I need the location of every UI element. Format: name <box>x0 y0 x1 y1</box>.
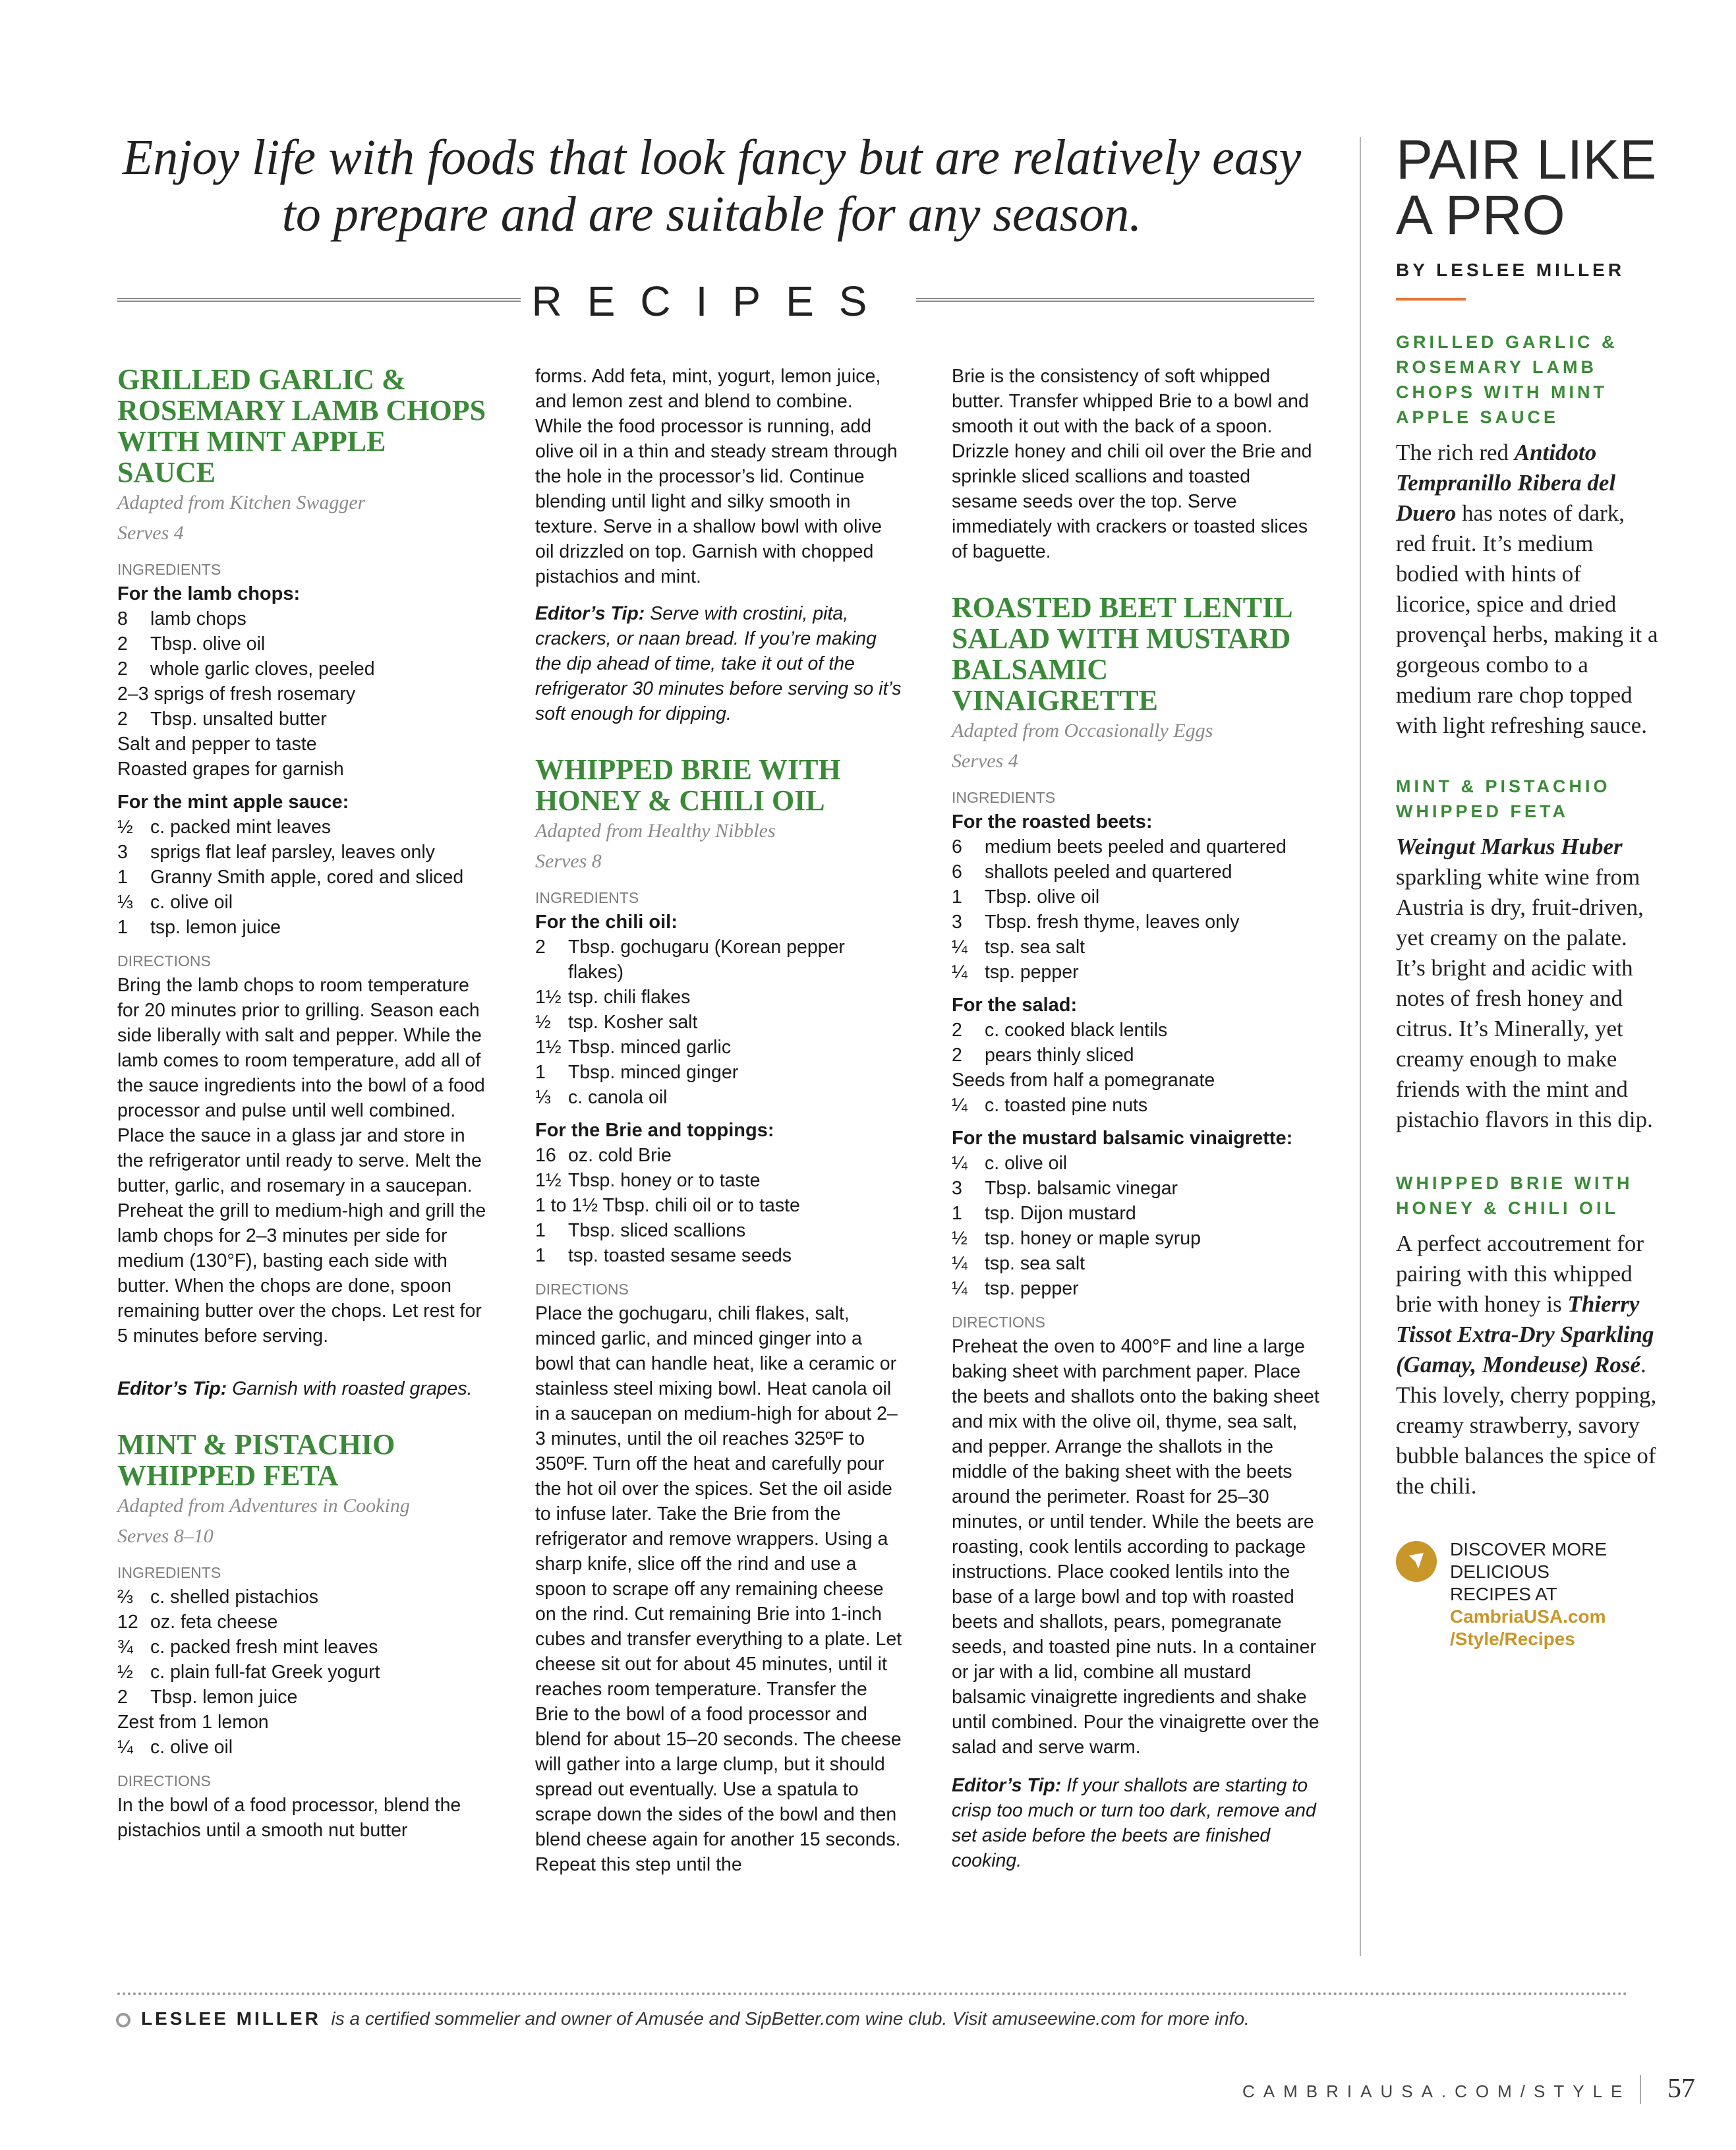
ingredient-text: tsp. honey or maple syrup <box>985 1228 1201 1249</box>
recipe-title: ROASTED BEET LENTIL SALAD WITH MUSTARD BALSAMIC VINAIGRETTE <box>952 591 1292 716</box>
ingredient-item <box>952 960 1321 985</box>
ingredient-group-title: For the chili oil: <box>535 912 678 933</box>
ingredient-item <box>952 1151 1321 1176</box>
ingredient-quantity: 16 <box>535 1145 556 1166</box>
ingredient-text: c. canola oil <box>568 1087 668 1108</box>
ingredient-group-title: For the mint apple sauce: <box>117 792 349 813</box>
ingredient-text: c. toasted pine nuts <box>985 1095 1148 1116</box>
directions-text: In the bowl of a food processor, blend the pistachios until a smooth nut butter <box>117 1795 461 1841</box>
ingredient-text: shallots peeled and quartered <box>985 861 1232 883</box>
pairing-text-body: has notes of dark, red fruit. It’s medium bodied with hints of licorice, spice and dried provençal herbs, making it a gorgeous combo to a medium rare chop topped with light refreshing sauce. <box>1396 500 1658 738</box>
ingredient-item <box>952 910 1321 935</box>
column-divider <box>1360 137 1361 1956</box>
discover-more[interactable] <box>1396 1538 1660 1650</box>
editors-tip <box>535 601 904 726</box>
ingredient-item <box>117 815 486 840</box>
ingredient-item <box>117 1635 486 1660</box>
author-bio: is a certified sommelier and owner of Amusée and SipBetter.com wine club. Visit amuseewine.com for more info. <box>331 2008 1250 2029</box>
ingredient-item <box>535 1243 904 1268</box>
ingredient-quantity: ½ <box>117 817 133 838</box>
ingredient-list <box>117 606 486 782</box>
sidebar-title <box>1396 129 1660 246</box>
ingredient-item <box>952 1018 1321 1043</box>
ingredient-text: Granny Smith apple, cored and sliced <box>150 867 464 888</box>
ingredient-item <box>952 1276 1321 1301</box>
heading-rule-right <box>916 298 1314 302</box>
ingredient-quantity: 3 <box>952 1178 962 1199</box>
ingredient-item <box>952 885 1321 910</box>
ingredient-quantity: ¼ <box>952 1153 968 1174</box>
ingredient-item <box>535 1168 904 1193</box>
ingredient-text: tsp. Kosher salt <box>568 1012 698 1033</box>
ingredient-quantity: 2 <box>952 1020 962 1041</box>
ingredient-list <box>117 1584 486 1760</box>
ingredient-item <box>952 1176 1321 1201</box>
ingredient-text: Tbsp. fresh thyme, leaves only <box>985 912 1240 933</box>
column-2 <box>535 364 904 1877</box>
ingredient-text: medium beets peeled and quartered <box>985 836 1287 857</box>
ingredient-text: Seeds from half a pomegranate <box>952 1070 1215 1091</box>
ingredient-quantity: 6 <box>952 861 962 883</box>
ingredient-quantity: 3 <box>117 842 128 863</box>
ingredient-item <box>117 1610 486 1635</box>
ingredient-item <box>952 1226 1321 1251</box>
recipe-source: Adapted from Kitchen Swagger <box>117 492 366 513</box>
ingredient-quantity: 1 <box>952 1203 962 1224</box>
ingredient-quantity: 12 <box>117 1612 138 1633</box>
ingredient-quantity: ⅔ <box>117 1586 133 1608</box>
ingredient-group-title: For the mustard balsamic vinaigrette: <box>952 1128 1293 1149</box>
ingredient-list <box>952 834 1321 985</box>
ingredients-label: INGREDIENTS <box>117 561 221 578</box>
ingredient-item <box>117 1660 486 1685</box>
ingredient-item <box>952 1201 1321 1226</box>
ingredient-group-title: For the Brie and toppings: <box>535 1120 774 1141</box>
discover-text: DISCOVER MORE DELICIOUS RECIPES AT <box>1450 1539 1607 1604</box>
recipe-source: Adapted from Adventures in Cooking <box>117 1495 410 1517</box>
ingredient-item <box>952 935 1321 960</box>
tip-text: If your shallots are starting to crisp too much or turn too dark, remove and set aside before the beets are finished cooking. <box>952 1775 1316 1871</box>
ingredient-quantity: 1 <box>535 1220 546 1241</box>
ingredient-text: tsp. pepper <box>985 962 1079 983</box>
ingredient-quantity: 1 <box>117 867 128 888</box>
ingredient-item <box>535 1218 904 1243</box>
discover-link[interactable]: CambriaUSA.com <box>1450 1606 1606 1627</box>
ingredient-item <box>535 1060 904 1085</box>
ingredient-text: tsp. sea salt <box>985 1253 1085 1274</box>
sidebar-byline: BY LESLEE MILLER <box>1396 260 1625 280</box>
ingredient-text: Tbsp. olive oil <box>985 886 1100 908</box>
ingredient-item <box>535 1193 904 1218</box>
ingredient-quantity: ¼ <box>952 937 968 958</box>
recipe-serves: Serves 4 <box>117 522 184 544</box>
ingredient-quantity: 1 <box>535 1245 546 1266</box>
ingredient-text: c. packed fresh mint leaves <box>150 1637 378 1658</box>
ingredient-text: sprigs flat leaf parsley, leaves only <box>150 842 435 863</box>
pairing-text-intro: A perfect accoutrement for pairing with this whipped brie with honey is <box>1396 1231 1644 1317</box>
ingredient-quantity: ¼ <box>952 962 968 983</box>
ingredient-list <box>952 1018 1321 1118</box>
ingredient-item <box>535 935 904 985</box>
recipe-title: WHIPPED BRIE WITH HONEY & CHILI OIL <box>535 753 841 817</box>
ingredient-text: c. shelled pistachios <box>150 1586 319 1608</box>
ingredient-text: tsp. sea salt <box>985 937 1085 958</box>
recipe-title: GRILLED GARLIC & ROSEMARY LAMB CHOPS WITH MINT APPLE SAUCE <box>117 363 486 488</box>
pairing-text-intro: The rich red <box>1396 440 1515 465</box>
ingredient-item <box>952 1043 1321 1068</box>
ingredients-label: INGREDIENTS <box>952 789 1056 806</box>
ingredient-text: Tbsp. minced ginger <box>568 1062 739 1083</box>
directions-text-continued: Brie is the consistency of soft whipped butter. Transfer whipped Brie to a bowl and smooth it out with the back of a spoon. Drizzle honey and chili oil over the Brie and sprinkle sliced scallions and toasted sesame seeds over the top. Serve immediately with crackers or toasted slices of baguette. <box>952 366 1312 562</box>
ingredient-text: tsp. Dijon mustard <box>985 1203 1136 1224</box>
ingredients-label: INGREDIENTS <box>117 1564 221 1581</box>
tip-label: Editor’s Tip: <box>952 1775 1062 1796</box>
ingredient-list <box>535 935 904 1110</box>
pairing-sidebar <box>1396 129 1660 1650</box>
tip-label: Editor’s Tip: <box>535 603 645 624</box>
discover-text-block <box>1450 1538 1635 1650</box>
ingredient-text: Tbsp. balsamic vinegar <box>985 1178 1178 1199</box>
section-heading: RECIPES <box>531 277 892 325</box>
ingredient-text: Tbsp. unsalted butter <box>150 709 327 730</box>
ingredient-item <box>117 1710 486 1735</box>
author-note <box>116 2008 1250 2029</box>
ingredient-text: pears thinly sliced <box>985 1045 1134 1066</box>
author-name: LESLEE MILLER <box>141 2008 321 2029</box>
pairing-text <box>1396 438 1660 741</box>
ingredient-text: oz. cold Brie <box>568 1145 672 1166</box>
ingredient-quantity: 2 <box>117 709 128 730</box>
ingredient-item <box>117 1735 486 1760</box>
ingredient-item <box>117 732 486 757</box>
ingredient-item <box>952 1068 1321 1093</box>
ingredient-text: lamb chops <box>150 608 246 629</box>
directions-text-continued: forms. Add feta, mint, yogurt, lemon juice, and lemon zest and blend to combine. While the food processor is running, add olive oil in a thin and steady stream through the hole in the processor’s lid. Continue blending until light and silky smooth in texture. Serve in a shallow bowl with olive oil drizzled on top. Garnish with chopped pistachios and mint. <box>535 366 898 587</box>
ingredient-item <box>952 1251 1321 1276</box>
ingredient-text: Tbsp. gochugaru (Korean pepper flakes) <box>568 937 845 983</box>
ingredient-item <box>117 656 486 682</box>
ingredient-text: c. packed mint leaves <box>150 817 332 838</box>
wine-name: Weingut Markus Huber <box>1396 834 1623 859</box>
ingredient-quantity: 2 <box>117 658 128 680</box>
ingredient-item <box>952 1093 1321 1118</box>
pairing-heading: WHIPPED BRIE WITH HONEY & CHILI OIL <box>1396 1173 1633 1218</box>
ingredient-item <box>535 1085 904 1110</box>
ingredient-text: Roasted grapes for garnish <box>117 759 344 780</box>
ingredient-text: oz. feta cheese <box>150 1612 278 1633</box>
directions-label: DIRECTIONS <box>117 952 211 970</box>
ingredient-text: Tbsp. sliced scallions <box>568 1220 746 1241</box>
ingredient-quantity: 1½ <box>535 1037 562 1058</box>
directions-text: Bring the lamb chops to room temperature for 20 minutes prior to grilling. Season each side liberally with salt and pepper. While the lamb comes to room temperature, add all of the sauce ingredients into the bowl of a food processor and pulse until well combined. Place the sauce in a glass jar and store in the refrigerator until ready to serve. Melt the butter, garlic, and rosemary in a saucepan. Preheat the grill to medium-high and grill the lamb chops for 2–3 minutes per side for medium (130°F), basting each side with butter. When the chops are done, spoon remaining butter over the chops. Let rest for 5 minutes before serving. <box>117 975 486 1347</box>
recipe-serves: Serves 4 <box>952 750 1018 772</box>
ingredient-quantity: ¼ <box>952 1253 968 1274</box>
ingredient-item <box>117 606 486 631</box>
directions-text: Preheat the oven to 400°F and line a large baking sheet with parchment paper. Place the beets and shallots onto the baking sheet and mix with the olive oil, thyme, sea salt, and pepper. Arrange the shallots in the middle of the baking sheet with the beets around the perimeter. Roast for 25–30 minutes, or until tender. While the beets are roasting, cook lentils according to package instructions. Place cooked lentils into the base of a large bowl and top with roasted beets and shallots, pears, pomegranate seeds, and toasted pine nuts. In a container or jar with a lid, combine all mustard balsamic vinaigrette ingredients and shake until combined. Pour the vinaigrette over the salad and serve warm. <box>952 1336 1319 1758</box>
ingredient-text: c. olive oil <box>985 1153 1068 1174</box>
ingredient-list <box>535 1143 904 1268</box>
ingredient-item <box>117 707 486 732</box>
ingredient-quantity: ¾ <box>117 1637 133 1658</box>
recipe-source: Adapted from Occasionally Eggs <box>952 720 1213 741</box>
tip-text: Serve with crostini, pita, crackers, or naan bread. If you’re making the dip ahead of time, take it out of the refrigerator 30 minutes before serving so it’s soft enough for dipping. <box>535 603 902 724</box>
pairing-text-body: . This lovely, cherry popping, creamy strawberry, savory bubble balances the spice of the chili. <box>1396 1352 1657 1499</box>
pairing-text <box>1396 832 1660 1135</box>
ingredient-text: c. olive oil <box>150 1737 233 1758</box>
ingredient-text: 1 to 1½ Tbsp. chili oil or to taste <box>535 1195 800 1216</box>
wine-name: Thierry Tissot Extra-Dry Sparkling (Gamay, Mondeuse) Rosé <box>1396 1291 1654 1378</box>
ingredient-list <box>952 1151 1321 1301</box>
editors-tip <box>952 1773 1321 1873</box>
wine-name: Antidoto Tempranillo Ribera del Duero <box>1396 440 1616 526</box>
tip-text: Garnish with roasted grapes. <box>232 1378 473 1399</box>
ingredient-item <box>117 757 486 782</box>
ingredient-quantity: 1½ <box>535 987 562 1008</box>
ingredient-text: Tbsp. lemon juice <box>150 1687 298 1708</box>
ingredient-quantity: ½ <box>535 1012 551 1033</box>
ingredient-text: Salt and pepper to taste <box>117 734 317 755</box>
ingredient-item <box>535 985 904 1010</box>
ingredient-text: tsp. pepper <box>985 1278 1079 1299</box>
ingredient-text: tsp. toasted sesame seeds <box>568 1245 792 1266</box>
footer-dotted-rule <box>117 1992 1628 1995</box>
ingredient-item <box>952 834 1321 859</box>
ingredient-item <box>952 859 1321 885</box>
pairing-heading: GRILLED GARLIC & ROSEMARY LAMB CHOPS WITH MINT APPLE SAUCE <box>1396 332 1618 427</box>
directions-text: Place the gochugaru, chili flakes, salt, minced garlic, and minced ginger into a bowl that can handle heat, like a ceramic or stainless steel mixing bowl. Heat canola oil in a saucepan on medium-high for about 2–3 minutes, until the oil reaches 325ºF to 350ºF. Turn off the heat and carefully pour the hot oil over the spices. Set the oil aside to infuse later. Take the Brie from the refrigerator and remove wrappers. Using a sharp knife, slice off the rind and use a spoon to scrape off any remaining cheese on the rind. Cut remaining Brie into 1-inch cubes and transfer everything to a plate. Let cheese sit out for about 45 minutes, until it reaches room temperature. Transfer the Brie to the bowl of a food processor and blend for about 15–20 seconds. The cheese will gather into a large clump, but it should spread out eventually. Use a spatula to scrape down the sides of the bowl and then blend cheese again for another 15 seconds. Repeat this step until the <box>535 1303 902 1875</box>
editors-tip <box>117 1376 486 1401</box>
ingredient-text: whole garlic cloves, peeled <box>150 658 375 680</box>
ingredient-item <box>535 1010 904 1035</box>
ingredient-quantity: 8 <box>117 608 128 629</box>
ingredient-quantity: 1½ <box>535 1170 562 1191</box>
ingredient-text: 2–3 sprigs of fresh rosemary <box>117 683 356 705</box>
ingredient-text: tsp. chili flakes <box>568 987 691 1008</box>
ingredient-text: c. cooked black lentils <box>985 1020 1168 1041</box>
ingredient-quantity: ⅓ <box>117 892 133 913</box>
ingredient-item <box>535 1035 904 1060</box>
ingredient-item <box>535 1143 904 1168</box>
site-url: CAMBRIAUSA.COM/STYLE <box>1242 2081 1631 2101</box>
recipe-title: MINT & PISTACHIO WHIPPED FETA <box>117 1428 395 1492</box>
ingredient-item <box>117 1584 486 1610</box>
page-number-divider <box>1640 2075 1641 2104</box>
ingredient-item <box>117 682 486 707</box>
ingredient-text: c. plain full-fat Greek yogurt <box>150 1662 380 1683</box>
ingredient-quantity: ¼ <box>117 1737 133 1758</box>
ingredient-quantity: 6 <box>952 836 962 857</box>
ingredient-text: Tbsp. olive oil <box>150 633 266 654</box>
ingredient-item <box>117 1685 486 1710</box>
ingredient-list <box>117 815 486 940</box>
heading-rule-left <box>117 298 521 302</box>
tip-label: Editor’s Tip: <box>117 1378 227 1399</box>
pairing-heading: MINT & PISTACHIO WHIPPED FETA <box>1396 776 1611 821</box>
ingredients-label: INGREDIENTS <box>535 889 639 906</box>
ingredient-quantity: 2 <box>117 633 128 654</box>
pairing-text <box>1396 1229 1660 1501</box>
ingredient-item <box>117 890 486 915</box>
ingredient-group-title: For the lamb chops: <box>117 583 301 604</box>
ingredient-item <box>117 840 486 865</box>
ingredient-item <box>117 915 486 940</box>
ingredient-quantity: 2 <box>117 1687 128 1708</box>
ingredient-item <box>117 865 486 890</box>
ingredient-text: Tbsp. minced garlic <box>568 1037 732 1058</box>
column-3 <box>952 364 1321 1873</box>
recipe-serves: Serves 8–10 <box>117 1525 214 1547</box>
ingredient-text: c. olive oil <box>150 892 233 913</box>
bullet-circle-icon <box>116 2013 130 2027</box>
cursor-arrow-icon <box>1396 1541 1437 1582</box>
ingredient-text: Zest from 1 lemon <box>117 1712 269 1733</box>
directions-label: DIRECTIONS <box>117 1772 211 1789</box>
recipe-serves: Serves 8 <box>535 850 602 872</box>
directions-label: DIRECTIONS <box>952 1314 1045 1331</box>
ingredient-text: tsp. lemon juice <box>150 917 281 938</box>
ingredient-quantity: 1 <box>952 886 962 908</box>
ingredient-text: Tbsp. honey or to taste <box>568 1170 761 1191</box>
ingredient-quantity: ½ <box>952 1228 968 1249</box>
ingredient-quantity: 2 <box>535 937 546 958</box>
ingredient-quantity: 2 <box>952 1045 962 1066</box>
ingredient-item <box>117 631 486 656</box>
sidebar-title-line-1: PAIR LIKE <box>1396 129 1657 190</box>
page-number: 57 <box>1667 2074 1695 2104</box>
discover-link-path[interactable]: /Style/Recipes <box>1450 1629 1575 1649</box>
ingredient-quantity: 3 <box>952 912 962 933</box>
ingredient-quantity: ½ <box>117 1662 133 1683</box>
ingredient-quantity: ⅓ <box>535 1087 551 1108</box>
ingredient-group-title: For the roasted beets: <box>952 811 1153 832</box>
pairing-text-body: sparkling white wine from Austria is dry, fruit-driven, yet creamy on the palate. It’s bright and acidic with notes of fresh honey and citrus. It’s Minerally, yet creamy enough to make friends with the mint and pistachio flavors in this dip. <box>1396 864 1653 1132</box>
column-1 <box>117 364 486 1843</box>
directions-label: DIRECTIONS <box>535 1281 629 1298</box>
recipe-source: Adapted from Healthy Nibbles <box>535 820 776 842</box>
ingredient-group-title: For the salad: <box>952 995 1078 1016</box>
ingredient-quantity: ¼ <box>952 1278 968 1299</box>
sidebar-title-line-2: A PRO <box>1396 184 1565 246</box>
tagline: Enjoy life with foods that look fancy but are relatively easy to prepare and are suitable for any season. <box>122 130 1302 242</box>
ingredient-quantity: ¼ <box>952 1095 968 1116</box>
ingredient-quantity: 1 <box>535 1062 546 1083</box>
ingredient-quantity: 1 <box>117 917 128 938</box>
